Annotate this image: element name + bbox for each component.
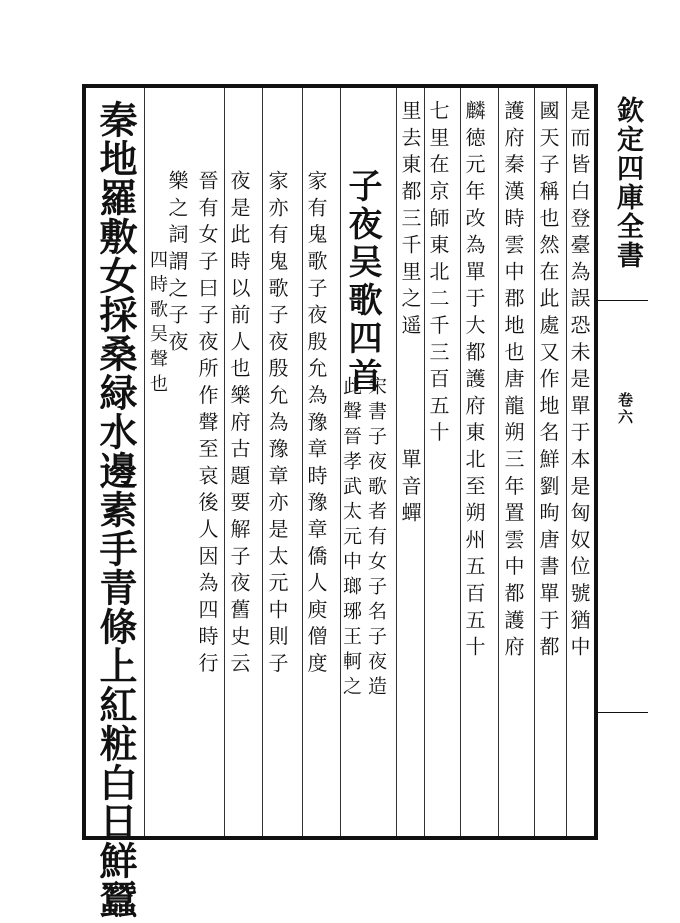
frame-border-bottom xyxy=(82,836,598,840)
annotation-column: 宋書子夜歌者有女子名子夜造 xyxy=(365,376,387,701)
text-column: 夜是此時以前人也樂府古題要解子夜舊史云 xyxy=(227,170,251,680)
column-rule xyxy=(302,88,303,836)
text-column: 是而皆白登臺為誤恐未是單于本是匈奴位號猶中 xyxy=(567,100,591,663)
column-rule xyxy=(498,88,499,836)
text-column: 里去東都三千里之遥 單音蟬 xyxy=(398,100,422,529)
column-rule xyxy=(460,88,461,836)
column-rule xyxy=(262,88,263,836)
column-rule xyxy=(224,88,225,836)
annotation-column: 此聲晉孝武太元中瑯琊王軻之 xyxy=(340,376,362,701)
text-column: 家亦有鬼歌子夜殷允為豫章亦是太元中則子 xyxy=(265,170,289,680)
column-rule xyxy=(396,88,397,836)
text-column: 國天子稱也然在此處又作地名鮮劉昫唐書單于都 xyxy=(536,100,560,663)
gutter-divider xyxy=(598,712,648,713)
text-column: 七里在京師東北二千三百五十 xyxy=(426,100,450,449)
text-column: 護府秦漢時雲中郡地也唐龍朔三年置雲中都護府 xyxy=(501,100,525,663)
text-column: 晉有女子曰子夜所作聲至哀後人因為四時行 xyxy=(195,170,219,680)
gutter-divider xyxy=(598,300,648,301)
poem-text: 秦地羅敷女採桑緑水邊素手青條上紅粧白日鮮蠶 xyxy=(93,100,138,919)
book-title: 欽定四庫全書 xyxy=(612,96,643,270)
column-rule xyxy=(534,88,535,836)
volume-label: 卷六 xyxy=(616,392,634,426)
column-rule xyxy=(424,88,425,836)
text-column: 樂之詞謂之子夜 xyxy=(165,170,189,358)
text-column: 四時歌吴聲也 xyxy=(147,250,168,399)
frame-border-right xyxy=(594,84,598,840)
text-column: 家有鬼歌子夜殷允為豫章時豫章僑人庾僧度 xyxy=(304,170,328,680)
column-rule xyxy=(144,88,145,836)
frame-border-left xyxy=(82,84,86,840)
poem-title: 子夜吴歌四首 xyxy=(342,168,382,396)
text-column: 麟徳元年改為單于大都護府東北至朔州五百五十 xyxy=(462,100,486,663)
